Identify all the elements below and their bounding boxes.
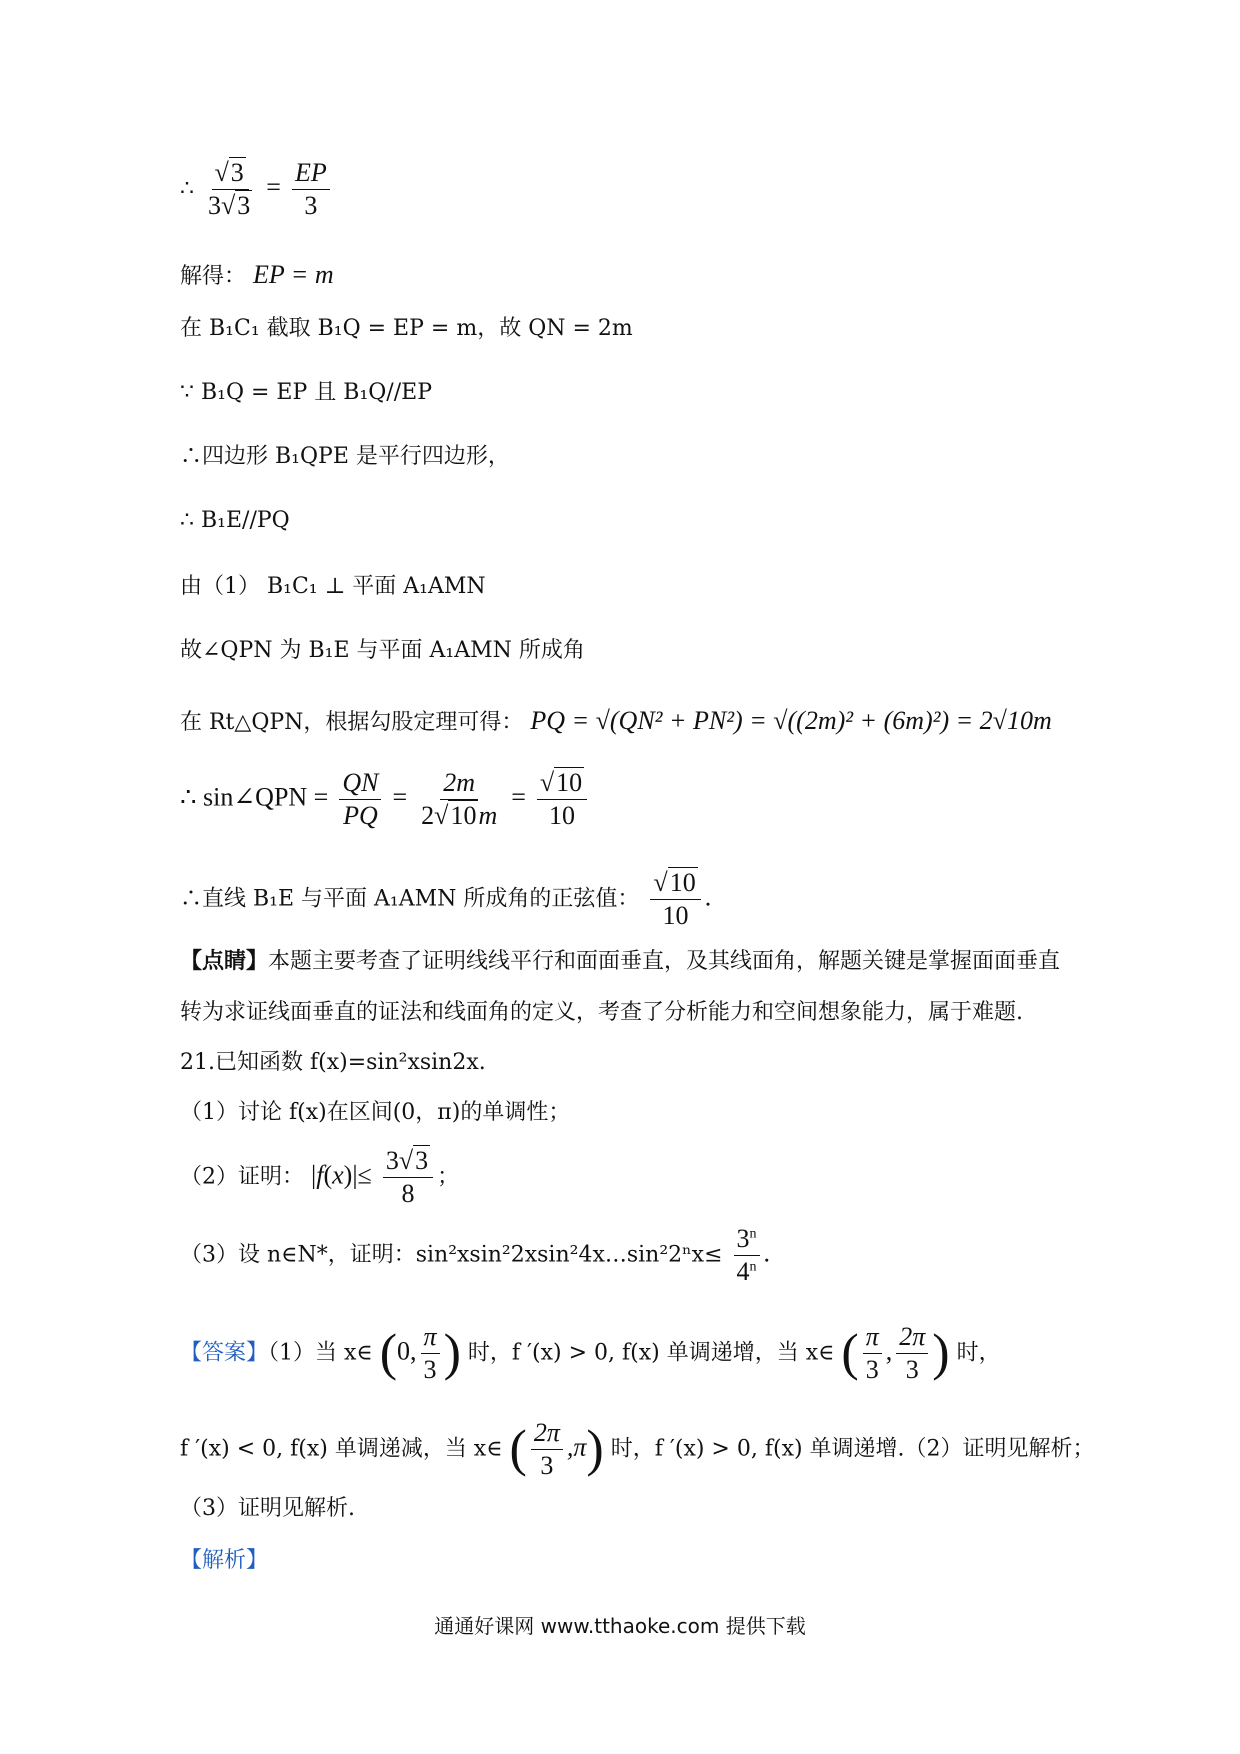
jiexi-line [180, 1550, 268, 1572]
parallelogram-text: ∴四边形 B₁QPE 是平行四边形， [180, 444, 510, 469]
pythagoras-line [180, 708, 1052, 734]
fraction-2pi-3-b: $\frac{2\pi}{3}$ [531, 1420, 563, 1479]
equation-ratio: ∴ $\frac{√3}{3√3}$ = $\frac{EP}{3}$ [180, 160, 334, 219]
question-21-part2-prefix: （2）证明： [180, 1164, 304, 1190]
answer-line-1: 【答案】（1）当 x∈ (0, $\frac{\pi}{3}$ ) 时，f ′(x) > 0, f(x) 单调递增，当 x∈ ( $\frac{\pi}{3}$ , $\frac{2\pi}{3}$ ) 时， [180, 1322, 1001, 1384]
sine-prefix: ∴ sin∠QPN = [180, 782, 329, 812]
fraction-pi-3-b: $\frac{\pi}{3}$ [863, 1324, 882, 1383]
perpendicular-text: 由（1） B₁C₁ ⊥ 平面 A₁AMN [180, 574, 486, 599]
cut-text: 在 B₁C₁ 截取 B₁Q = EP = m，故 QN = 2m [180, 316, 633, 341]
answer-line-2: f ′(x) < 0, f(x) 单调递减，当 x∈ ( $\frac{2\pi}{3}$ ,π) 时，f ′(x) > 0, f(x) 单调递增.（2）证明见解析； [180, 1418, 1095, 1480]
solve-label: 解得： [180, 264, 247, 289]
solve-line [180, 262, 334, 288]
answer-line3-text: （3）证明见解析. [180, 1496, 355, 1521]
fraction-3n-4n: $\frac{3^n}{4^n}$ [734, 1226, 760, 1285]
parallel-condition-line [180, 382, 432, 404]
angle-text: 故∠QPN 为 B₁E 与平面 A₁AMN 所成角 [180, 638, 585, 663]
answer-part1-c: 时， [956, 1340, 1001, 1366]
pythagoras-text: 在 Rt△QPN，根据勾股定理可得： [180, 710, 524, 735]
answer-part1-a: （1）当 x∈ [268, 1340, 373, 1366]
question-21-part1 [180, 1102, 570, 1124]
dianjing-line-1 [180, 950, 1060, 973]
question-21-part1-text: （1）讨论 f(x)在区间(0，π)的单调性； [180, 1100, 571, 1125]
conclusion-line: ∴直线 B₁E 与平面 A₁AMN 所成角的正弦值： $\frac{√10}{10}$ . [180, 868, 712, 930]
fraction-3sqrt3-8: $\frac{3√3}{8}$ [383, 1148, 433, 1207]
b1e-parallel-text: ∴ B₁E//PQ [180, 508, 290, 533]
dianjing-label: 【点睛】 [180, 948, 269, 974]
fraction-qn-pq: $\frac{QN}{PQ}$ [339, 770, 381, 829]
fraction-sqrt10: $\frac{√10}{10}$ [537, 770, 587, 829]
cut-line [180, 318, 633, 340]
therefore-symbol: ∴ [180, 176, 194, 202]
answer-label: 【答案】 [180, 1340, 269, 1366]
question-21 [180, 1052, 486, 1074]
dianjing-line-2 [180, 1002, 1023, 1024]
parallelogram-line [180, 446, 510, 468]
answer-line-3 [180, 1498, 355, 1520]
b1e-parallel-line [180, 510, 290, 532]
answer-line2-b: 时，f ′(x) > 0, f(x) 单调递增.（2）证明见解析； [610, 1436, 1095, 1462]
fraction-pi-3: $\frac{\pi}{3}$ [421, 1324, 440, 1383]
answer-part1-b: 时，f ′(x) > 0, f(x) 单调递增，当 x∈ [467, 1340, 835, 1366]
perpendicular-line [180, 576, 486, 598]
jiexi-label: 【解析】 [180, 1548, 269, 1573]
dianjing-text-1: 本题主要考查了证明线线平行和面面垂直，及其线面角，解题关键是掌握面面垂直 [268, 949, 1061, 974]
conclusion-text: ∴直线 B₁E 与平面 A₁AMN 所成角的正弦值： [180, 886, 640, 912]
dianjing-text-2: 转为求证线面垂直的证法和线面角的定义，考查了分析能力和空间想象能力，属于难题. [180, 1000, 1023, 1025]
fraction-result: $\frac{√10}{10}$ [650, 870, 700, 929]
parallel-condition-text: ∵ B₁Q = EP 且 B₁Q//EP [180, 380, 432, 405]
question-21-part2: （2）证明： |f(x)|≤ $\frac{3√3}{8}$ ； [180, 1146, 460, 1208]
page-footer: 通通好课网 www.tthaoke.com 提供下载 [434, 1614, 806, 1638]
solve-math: EP = m [253, 260, 334, 289]
fraction-2pi-3: $\frac{2\pi}{3}$ [896, 1324, 928, 1383]
question-21-text: 21.已知函数 f(x)=sin²xsin2x. [180, 1050, 486, 1075]
answer-line2-a: f ′(x) < 0, f(x) 单调递减，当 x∈ [180, 1436, 503, 1462]
question-21-part3-prefix: （3）设 n∈N*，证明：sin²xsin²2xsin²4x…sin²2ⁿx≤ [180, 1242, 723, 1268]
question-21-part3: （3）设 n∈N*，证明：sin²xsin²2xsin²4x…sin²2ⁿx≤ $\frac{3^n}{4^n}$ . [180, 1224, 771, 1286]
angle-line [180, 640, 585, 662]
fraction-2m: $\frac{2m}{2√10m}$ [421, 768, 498, 830]
fraction-ep: $\frac{EP}{3}$ [292, 160, 330, 219]
fraction-sqrt3: $\frac{√3}{3√3}$ [208, 158, 251, 220]
sine-line: ∴ sin∠QPN = $\frac{QN}{PQ}$ = $\frac{2m}{2√10m}$ = $\frac{√10}{10}$ [180, 770, 591, 829]
pythagoras-math: PQ = √(QN² + PN²) = √((2m)² + (6m)²) = 2√10m [530, 706, 1052, 735]
